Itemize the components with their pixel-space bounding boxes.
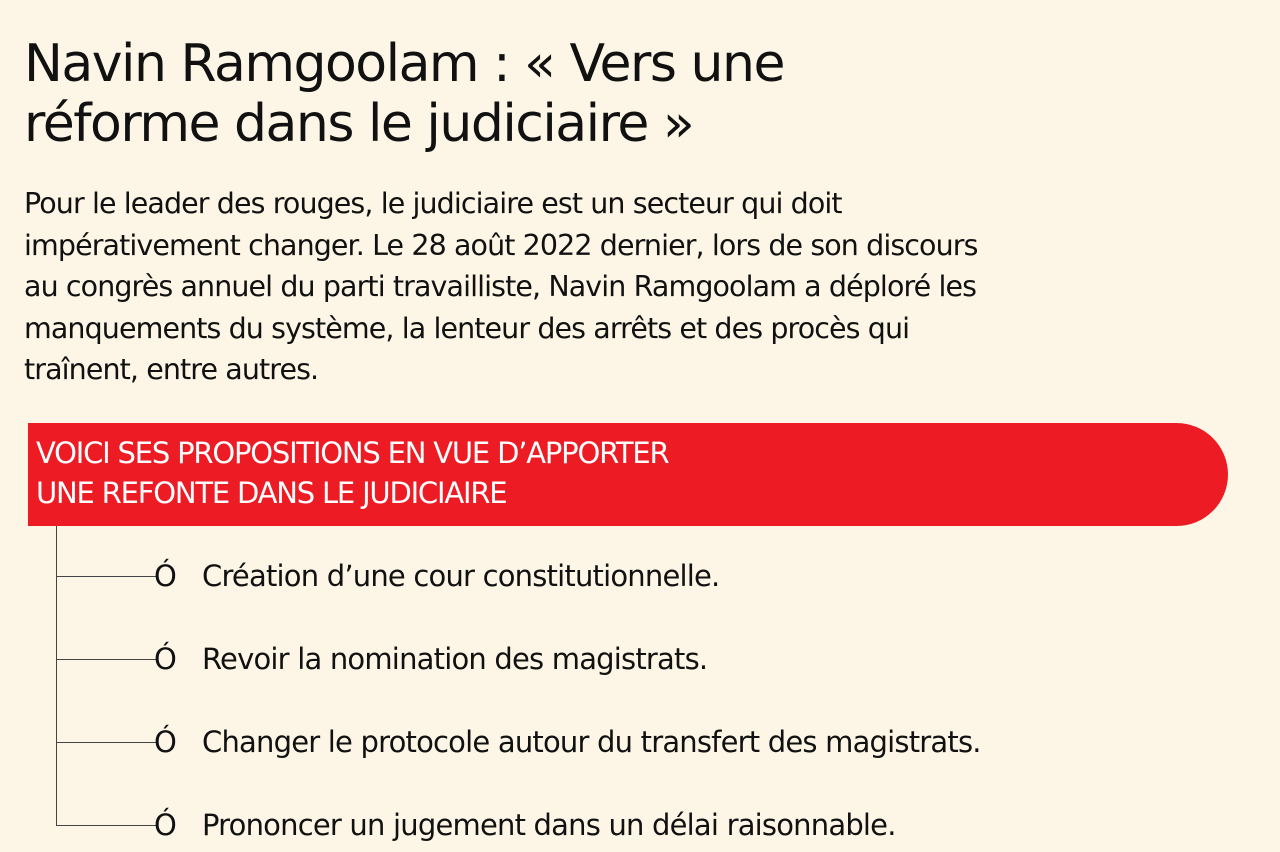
intro-line: impérativement changer. Le 28 août 2022 dernier, lors de son discours xyxy=(24,228,978,262)
proposal-item xyxy=(56,556,1156,596)
intro-line: au congrès annuel du parti travailliste, Navin Ramgoolam a déploré les xyxy=(24,270,977,303)
branch-line xyxy=(56,576,156,577)
intro-line: manquements du système, la lenteur des arrêts et des procès qui xyxy=(24,311,910,345)
intro-line: traînent, entre autres. xyxy=(24,353,319,386)
proposal-item xyxy=(56,805,1156,845)
article-title xyxy=(24,34,1024,154)
article-intro xyxy=(24,183,1144,391)
intro-line: Pour le leader des rouges, le judiciaire est un secteur qui doit xyxy=(24,187,842,220)
proposal-text: Changer le protocole autour du transfert des magistrats. xyxy=(202,725,981,759)
bullet-icon: Ó xyxy=(154,642,177,676)
branch-line xyxy=(56,742,156,743)
proposal-item xyxy=(56,639,1156,679)
bullet-icon: Ó xyxy=(154,559,177,593)
banner-line: UNE REFONTE DANS LE JUDICIAIRE xyxy=(36,476,507,510)
proposals-banner xyxy=(28,423,1228,526)
branch-line xyxy=(56,825,156,826)
banner-line: VOICI SES PROPOSITIONS EN VUE D’APPORTER xyxy=(36,436,669,470)
proposal-text: Création d’une cour constitutionnelle. xyxy=(202,559,720,593)
branch-line xyxy=(56,659,156,660)
bullet-icon: Ó xyxy=(154,725,177,759)
article-title-line: réforme dans le judiciaire » xyxy=(24,94,694,154)
article-title-line: Navin Ramgoolam : « Vers une xyxy=(24,34,784,94)
proposal-text: Prononcer un jugement dans un délai raisonnable. xyxy=(202,808,896,842)
bullet-icon: Ó xyxy=(154,808,177,842)
proposal-text: Revoir la nomination des magistrats. xyxy=(202,642,708,676)
proposal-item xyxy=(56,722,1156,762)
